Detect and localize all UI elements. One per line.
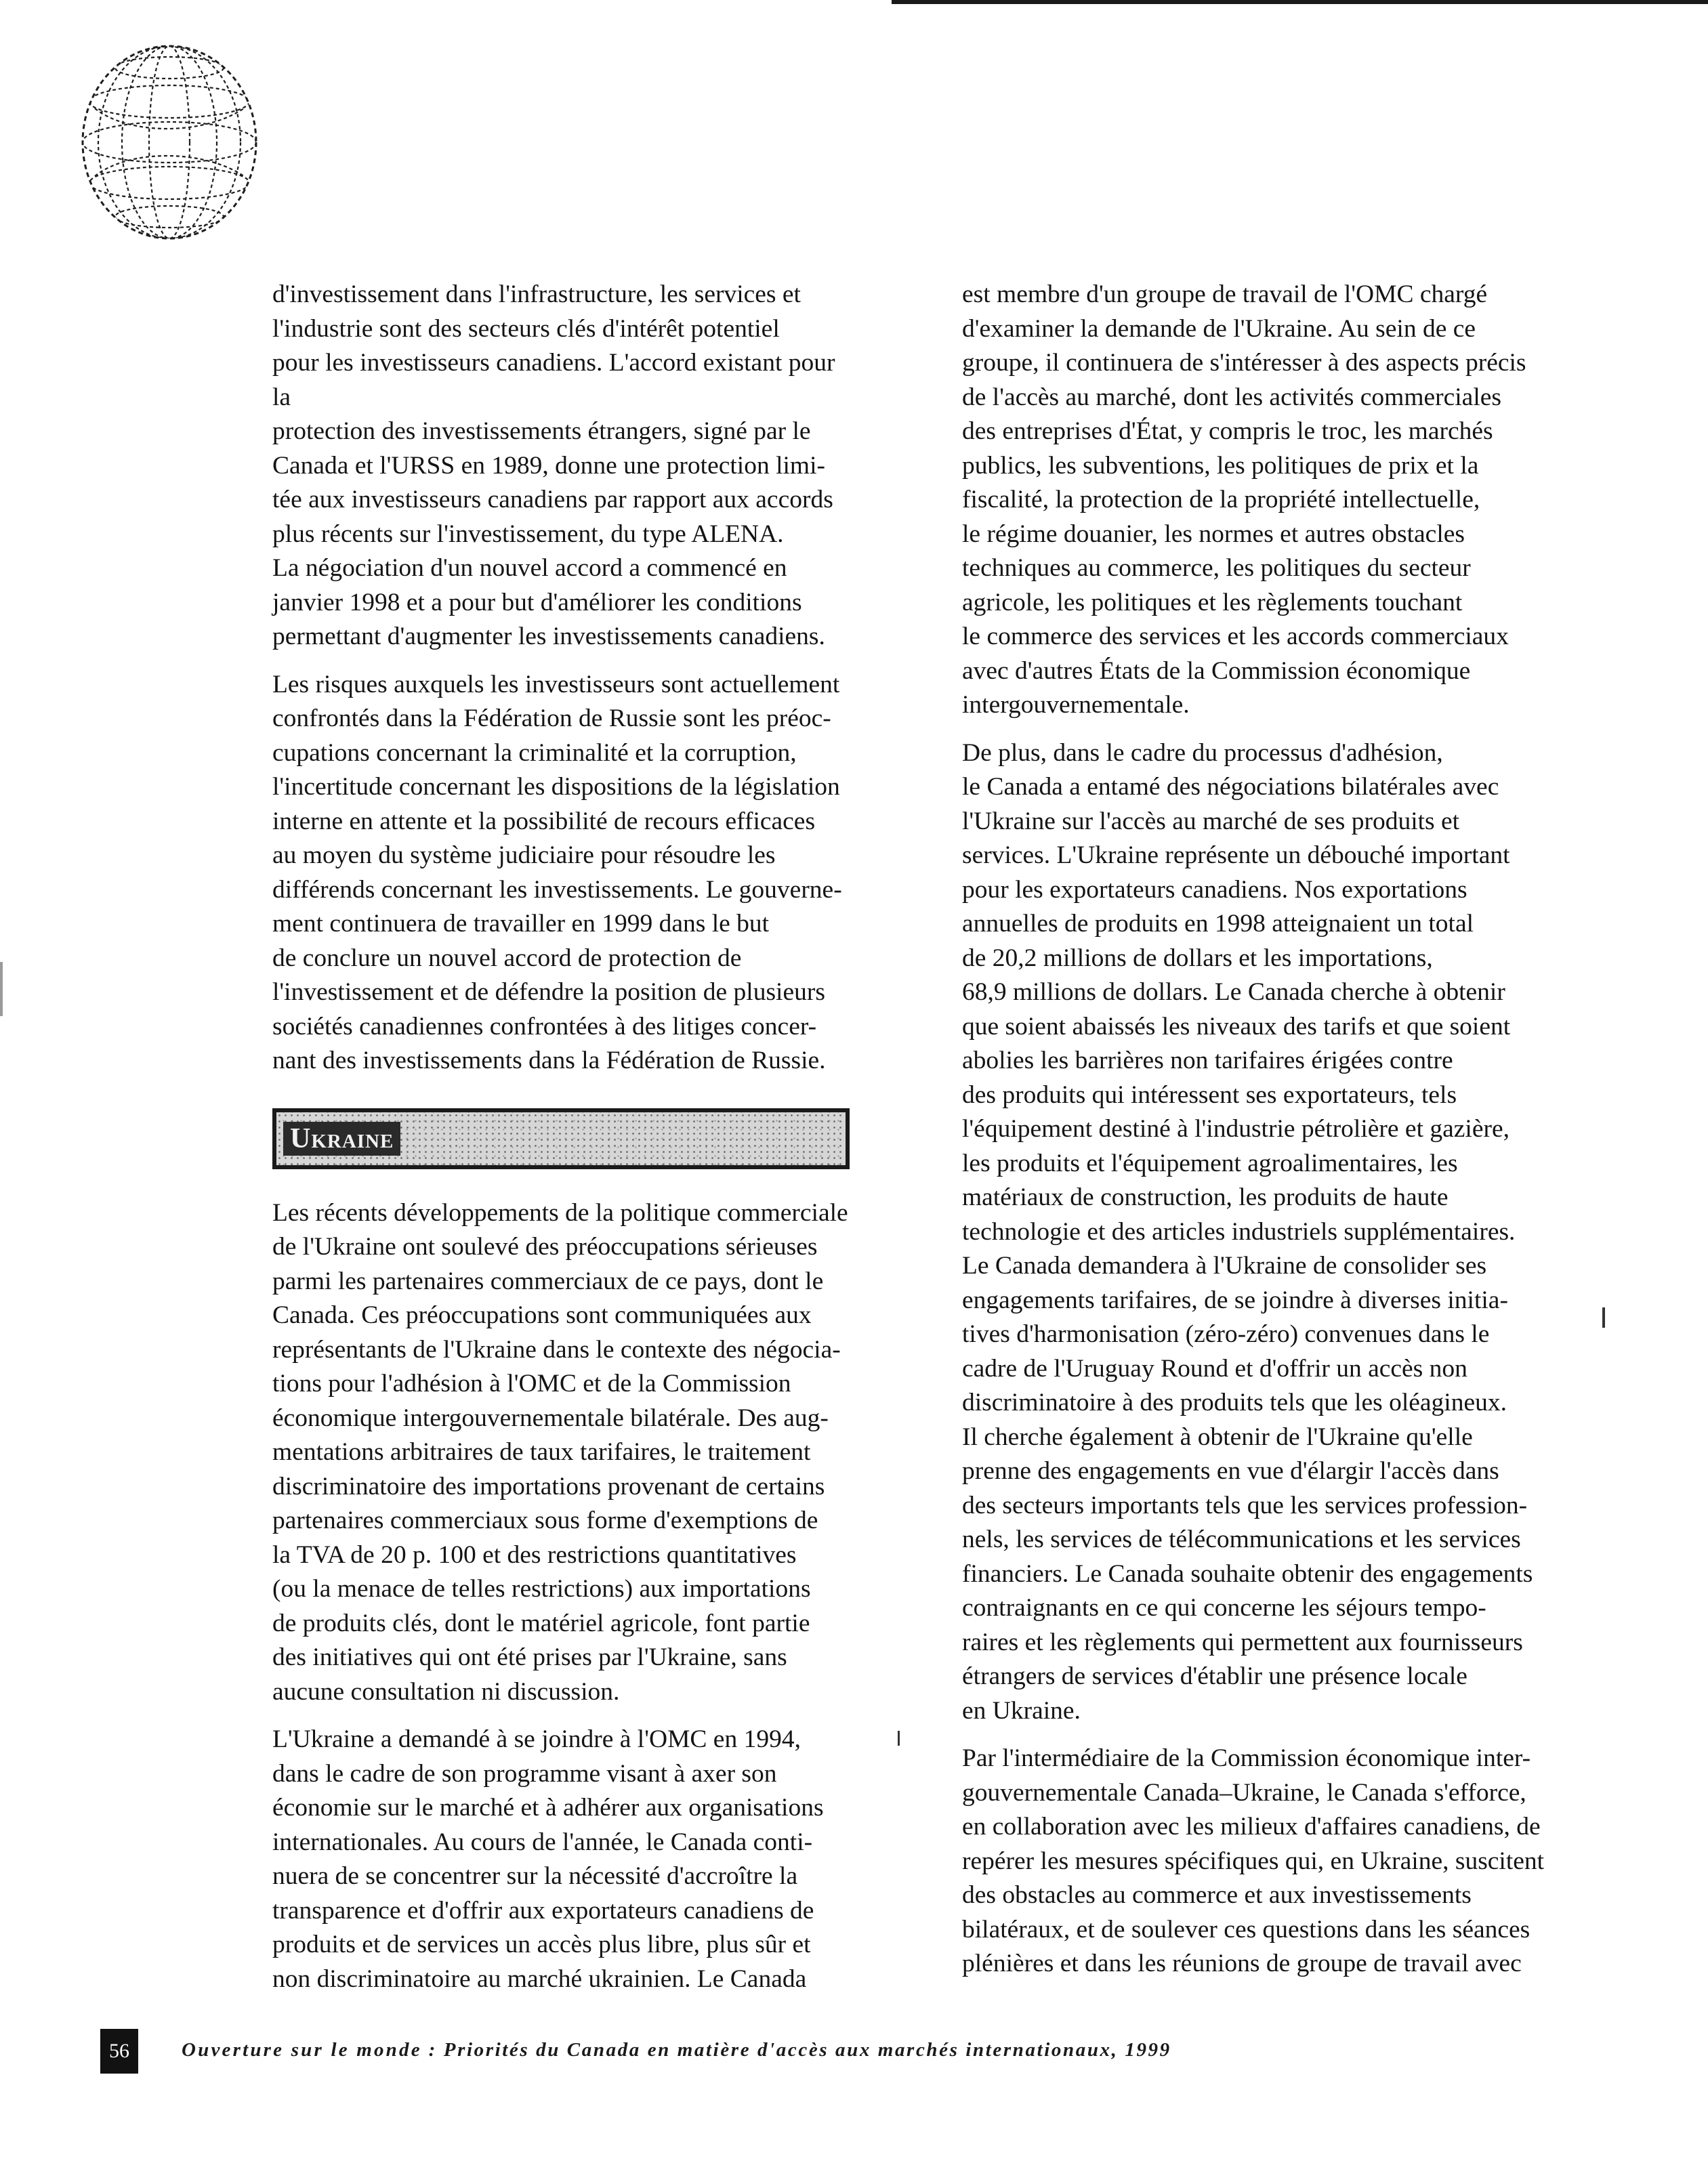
left-column [272,278,855,2010]
globe-icon [68,34,271,251]
top-rule [892,0,1708,4]
paragraph: d'investissement dans l'infrastructure, les services et l'industrie sont des secteurs clés d'intérêt potentiel pour les investisseurs canadiens. L'accord existant pour la protection des investissements étrangers, signé par le Canada et l'URSS en 1989, donne une protection limi- tée aux investisseurs canadiens par rapport aux accords plus récents sur l'investissement, du type ALENA. La négociation d'un nouvel accord a commencé en janvier 1998 et a pour but d'améliorer les conditions permettant d'augmenter les investissements canadiens. [272,280,835,650]
paragraph: De plus, dans le cadre du processus d'adhésion, le Canada a entamé des négociations bilatérales avec l'Ukraine sur l'accès au marché de ses produits et services. L'Ukraine représente un débouché important pour les exportateurs canadiens. Nos exportations annuelles de produits en 1998 atteignaient un total de 20,2 millions de dollars et les importations, 68,9 millions de dollars. Le Canada cherche à obtenir que soient abaissés les niveaux des tarifs et que soient abolies les barrières non tarifaires érigées contre des produits qui intéressent ses exportateurs, tels l'équipement destiné à l'industrie pétrolière et gazière, les produits et l'équipement agroalimentaires, les matériaux de construction, les produits de haute technologie et des articles industriels supplémentaires. Le Canada demandera à l'Ukraine de consolider ses engagements tarifaires, de se joindre à diverses initia- tives d'harmonisation (zéro-zéro) convenues dans le cadre de l'Uruguay Round et d'offrir un accès non discriminatoire à des produits tels que les oléagineux. Il cherche également à obtenir de l'Ukraine qu'elle prenne des engagements en vue d'élargir l'accès dans des secteurs importants tels que les services profession- nels, les services de télécommunications et les services financiers. Le Canada souhaite obtenir des engagements contraignants en ce qui concerne les séjours tempo- raires et les règlements qui permettent aux fournisseurs étrangers de services d'établir une présence locale en Ukraine. [962,738,1533,1725]
section-heading: Ukraine [283,1122,400,1156]
paragraph: L'Ukraine a demandé à se joindre à l'OMC en 1994, dans le cadre de son programme visant à axer son économie sur le marché et à adhérer aux organisations internationales. Au cours de l'année, le Canada conti- nuera de se concentrer sur la nécessité d'accroître la transparence et d'offrir aux exportateurs canadiens de produits et de services un accès plus libre, plus sûr et non discriminatoire au marché ukrainien. Le Canada [272,1725,824,1993]
scan-mark [898,1731,900,1746]
section-banner [272,1108,850,1169]
paragraph: Les récents développements de la politique commerciale de l'Ukraine ont soulevé des préoccupations sérieuses parmi les partenaires commerciaux de ce pays, dont le Canada. Ces préoccupations sont communiquées aux représentants de l'Ukraine dans le contexte des négocia- tions pour l'adhésion à l'OMC et de la Commission économique intergouvernementale bilatérale. Des aug- mentations arbitraires de taux tarifaires, le traitement discriminatoire des importations provenant de certains partenaires commerciaux sous forme d'exemptions de la TVA de 20 p. 100 et des restrictions quantitatives (ou la menace de telles restrictions) aux importations de produits clés, dont le matériel agricole, font partie des initiatives qui ont été prises par l'Ukraine, sans aucune consultation ni discussion. [272,1198,848,1706]
paragraph: Par l'intermédiaire de la Commission économique inter- gouvernementale Canada–Ukraine, le Canada s'efforce, en collaboration avec les milieux d'affaires canadiens, de repérer les mesures spécifiques qui, en Ukraine, suscitent des obstacles au commerce et aux investissements bilatéraux, et de soulever ces questions dans les séances plénières et dans les réunions de groupe de travail avec [962,1744,1545,1977]
scan-mark [0,962,3,1016]
footer-publication-title: Priorités du Canada en matière d'accès aux marchés internationaux, 1999 [443,2039,1171,2061]
page-number: 56 [100,2029,138,2074]
scan-mark [1602,1307,1605,1328]
footer-separator: : [421,2039,444,2061]
paragraph: est membre d'un groupe de travail de l'OMC chargé d'examiner la demande de l'Ukraine. Au sein de ce groupe, il continuera de s'intéresser à des aspects précis de l'accès au marché, dont les activités commerciales des entreprises d'État, y compris le troc, les marchés publics, les subventions, les politiques de prix et la fiscalité, la protection de la propriété intellectuelle, le régime douanier, les normes et autres obstacles techniques au commerce, les politiques du secteur agricole, les politiques et les règlements touchant le commerce des services et les accords commerciaux avec d'autres États de la Commission économique intergouvernementale. [962,280,1526,719]
footer-title [182,2036,1537,2063]
paragraph: Les risques auxquels les investisseurs sont actuellement confrontés dans la Fédération de Russie sont les préoc- cupations concernant la criminalité et la corruption, l'incertitude concernant les dispositions de la législation interne en attente et la possibilité de recours efficaces au moyen du système judiciaire pour résoudre les différends concernant les investissements. Le gouverne- ment continuera de travailler en 1999 dans le but de conclure un nouvel accord de protection de l'investissement et de défendre la position de plusieurs sociétés canadiennes confrontées à des litiges concer- nant des investissements dans la Fédération de Russie. [272,670,842,1074]
right-column [962,278,1545,1995]
footer-series: Ouverture sur le monde [182,2039,422,2061]
